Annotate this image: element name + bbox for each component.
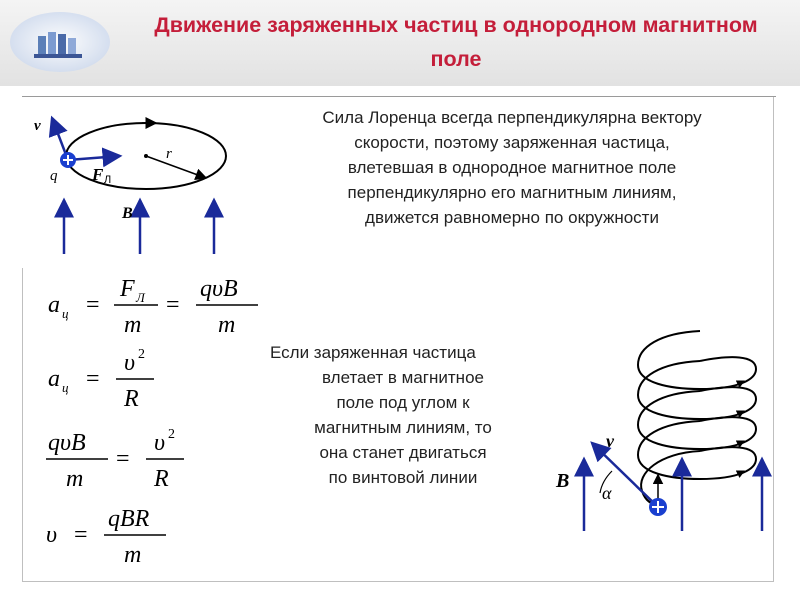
helix-text-line: по винтовой линии: [328, 468, 478, 487]
formula-subscript: ц: [62, 306, 69, 321]
page-title: [118, 8, 794, 84]
force-label: F: [92, 165, 104, 184]
formula-denominator: R: [154, 466, 169, 492]
header-bar: [0, 0, 800, 86]
helix-text-line: она станет двигаться: [319, 443, 487, 462]
velocity-label: v: [606, 431, 614, 451]
formula-equality: [42, 424, 242, 494]
frame-top-rule: [22, 96, 776, 97]
formula-superscript: 2: [168, 427, 175, 442]
formula-numerator: F: [120, 276, 135, 302]
formula-centripetal-1: [42, 272, 282, 342]
formula-numerator: qBR: [108, 506, 150, 532]
formula-equals: =: [86, 366, 100, 392]
charge-label: q: [50, 168, 58, 184]
helix-text: [258, 340, 548, 490]
angle-label: α: [602, 483, 612, 503]
formula-numerator: qυB: [48, 430, 86, 456]
helix-coil: [638, 331, 756, 505]
formula-velocity: [42, 500, 242, 570]
radius-line: [146, 156, 206, 178]
radius-label: r: [166, 146, 172, 162]
frame-left-rule: [22, 268, 23, 582]
lorentz-text-line: Сила Лоренца всегда перпендикулярна вектору: [322, 108, 702, 127]
velocity-label: v: [34, 118, 41, 134]
formula-numerator: υ: [124, 350, 136, 376]
formula-denominator: m: [218, 312, 236, 338]
formula-numerator: υ: [154, 430, 166, 456]
lorentz-text-line: движется равномерно по окружности: [365, 208, 659, 227]
helical-motion-diagram: [550, 325, 780, 545]
formula-subscript: ц: [62, 380, 69, 395]
formula-subscript: Л: [136, 290, 145, 305]
formula-denominator: m: [124, 542, 142, 568]
formula-superscript: 2: [138, 347, 145, 362]
formula-denominator: R: [124, 386, 139, 412]
book-stack-icon: [8, 6, 112, 74]
field-label: B: [556, 470, 570, 492]
circular-motion-diagram: [22, 100, 252, 260]
formula-equals: =: [86, 292, 100, 318]
formula-equals: =: [166, 292, 180, 318]
formula-numerator: qυB: [200, 276, 238, 302]
formula-centripetal-2: [42, 346, 222, 416]
formula-equals: =: [74, 522, 88, 548]
title-line-2: поле: [430, 47, 482, 71]
lorentz-text-line: скорости, поэтому заряженная частица,: [354, 133, 670, 152]
title-line-1: Движение заряженных частиц в однородном магнитном: [154, 13, 758, 37]
force-subscript: Л: [104, 174, 112, 186]
helix-text-line: влетает в магнитное: [322, 368, 484, 387]
helix-text-line: поле под углом к: [336, 393, 470, 412]
lorentz-text-line: влетевшая в однородное магнитное поле: [347, 158, 677, 177]
lorentz-force-text: [252, 105, 772, 230]
helix-text-line: магнитным линиям, то: [314, 418, 492, 437]
field-label: B: [122, 205, 133, 222]
formula-symbol: υ: [46, 522, 58, 548]
formula-symbol: a: [48, 366, 60, 392]
formula-denominator: m: [66, 466, 84, 492]
formula-equals: =: [116, 446, 130, 472]
lorentz-text-line: перпендикулярно его магнитным линиям,: [347, 183, 677, 202]
helix-text-line: Если заряженная частица: [270, 343, 476, 362]
formula-denominator: m: [124, 312, 142, 338]
formula-symbol: a: [48, 292, 60, 318]
